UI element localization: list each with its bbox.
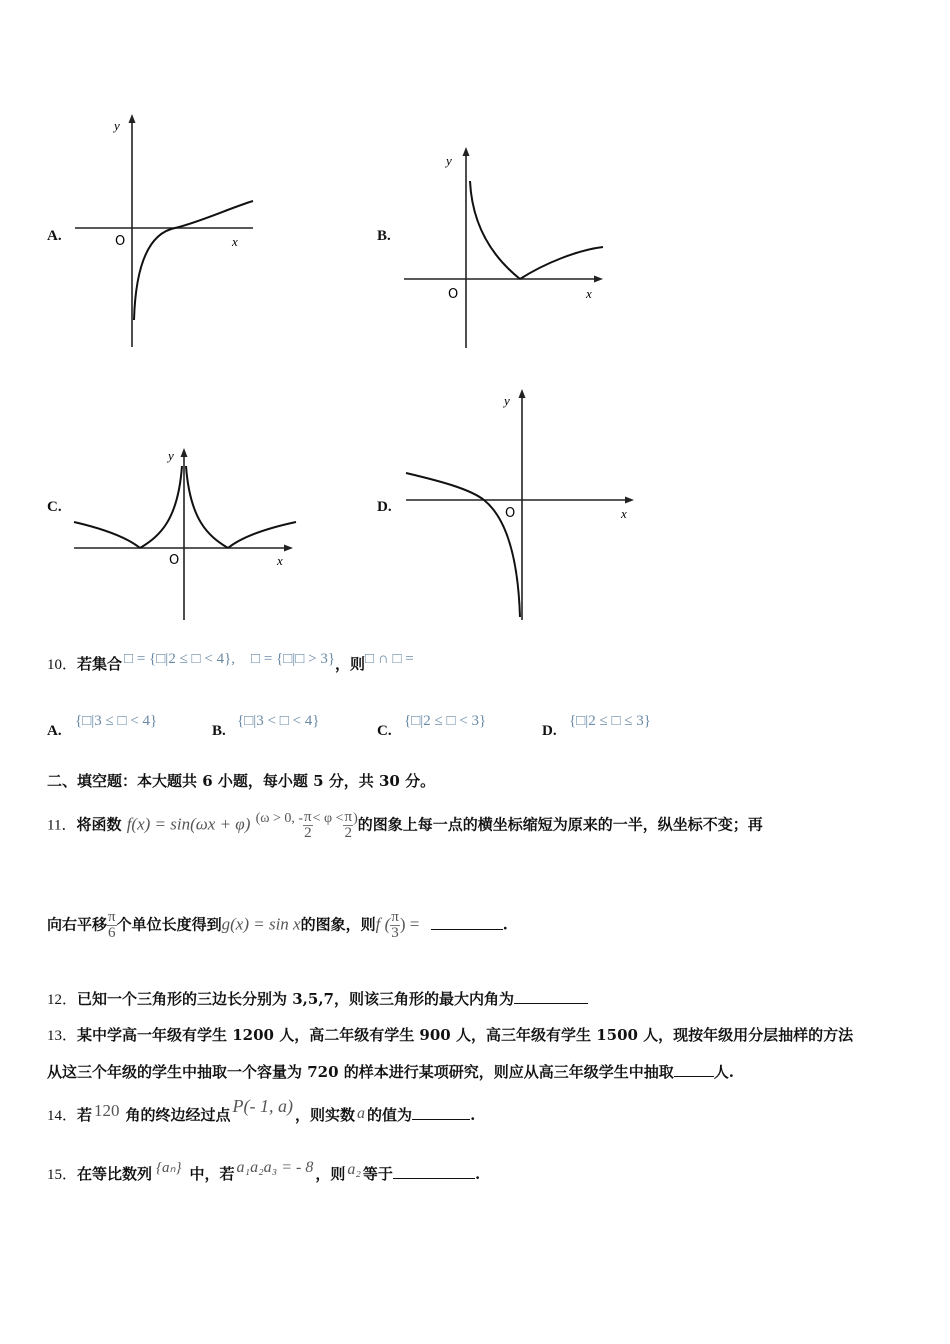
q11-pi-over-2-left: $\frac{\pi}{2}$ [304, 809, 312, 841]
q15-c: ，则 [315, 1165, 346, 1183]
q14-b: 角的终边经过点 [125, 1106, 231, 1124]
y-axis-arrow [181, 448, 188, 457]
q14-d: 的值为 [367, 1106, 413, 1124]
q11-prefix: 将函数 [76, 815, 122, 834]
origin-label: O [448, 287, 459, 302]
origin-label: O [115, 234, 126, 249]
x-axis-arrow [284, 545, 293, 552]
q10-option-d: D. [542, 723, 557, 739]
q15-a: 在等比数列 [77, 1165, 153, 1183]
curve-d [406, 473, 520, 617]
q15-answer-blank[interactable] [393, 1164, 475, 1179]
q11-end: . [502, 915, 508, 934]
curve-a [134, 201, 253, 320]
q15-sequence: {aₙ} [156, 1160, 182, 1176]
graph-d [400, 385, 645, 625]
y-label: y [446, 153, 452, 168]
x-axis-arrow [594, 276, 603, 283]
q10-option-c: C. [377, 723, 392, 739]
y-label: y [114, 118, 120, 133]
curve-c-far-left [74, 522, 140, 548]
q10-option-a: A. [47, 723, 62, 739]
q14-var: a [357, 1105, 366, 1122]
x-axis-arrow [625, 497, 634, 504]
question-number: 12． [47, 992, 78, 1008]
q11-function: f(x) = sin(ωx + φ) [126, 814, 251, 834]
q11-answer-blank[interactable] [431, 915, 503, 930]
question-13-line2 [47, 1061, 734, 1082]
curve-b-left [470, 181, 520, 279]
x-label: x [277, 553, 283, 568]
q11-text2c: 的图象，则 [300, 915, 376, 934]
q11-condition-close: ) [353, 810, 358, 826]
graph-b [400, 145, 610, 350]
y-axis-arrow [129, 114, 136, 123]
curve-c-right [186, 466, 228, 548]
q11-text2b: 个单位长度得到 [116, 915, 222, 934]
q11-pi-over-3: $\frac{\pi}{3}$ [391, 909, 399, 941]
origin-label: O [505, 506, 516, 521]
question-13-line1 [47, 1024, 853, 1045]
origin-label: O [169, 553, 180, 568]
q13-line2a: 从这三个年级的学生中抽取一个容量为 720 的样本进行某项研究，则应从高三年级学生中抽取 [47, 1063, 674, 1081]
x-label: x [621, 506, 627, 521]
x-label: x [586, 286, 592, 301]
q11-pi-over-2-right: $\frac{\pi}{2}$ [344, 809, 353, 841]
question-number: 15． [47, 1167, 78, 1183]
q11-text1: 的图象上每一点的横坐标缩短为原来的一半，纵坐标不变；再 [357, 815, 763, 834]
q13-answer-blank[interactable] [674, 1062, 714, 1077]
q15-end: . [474, 1165, 481, 1183]
question-number: 13． [47, 1028, 78, 1044]
graph-a [70, 112, 260, 352]
q10-set-b: □ = {□|□ > 3} [251, 651, 336, 667]
option-a-letter: A. [47, 228, 62, 244]
q15-d: 等于 [362, 1165, 393, 1183]
q10-expr: □ ∩ □ = [365, 651, 414, 667]
y-label: y [168, 448, 174, 463]
curve-c-left [140, 466, 182, 548]
curve-b-right [520, 247, 603, 279]
q13-line2b: 人. [713, 1063, 734, 1081]
q11-f-close: ) = [399, 914, 420, 934]
q11-text2a: 向右平移 [47, 915, 108, 934]
question-12 [47, 988, 588, 1009]
y-label: y [504, 393, 510, 408]
curve-c-far-right [228, 522, 296, 548]
q11-pi-over-6: $\frac{\pi}{6}$ [108, 909, 116, 941]
q10-option-c-value: {□|2 ≤ □ < 3} [404, 713, 487, 729]
q15-var: a₂ [347, 1161, 361, 1178]
q10-option-d-value: {□|2 ≤ □ ≤ 3} [569, 713, 651, 729]
q14-answer-blank[interactable] [412, 1105, 470, 1120]
q14-end: . [470, 1106, 476, 1124]
q14-angle: 120 [94, 1101, 120, 1120]
q10-set-a: □ = {□|2 ≤ □ < 4}, [124, 651, 236, 667]
y-axis-arrow [463, 147, 470, 156]
question-number: 10． [47, 657, 78, 673]
question-10 [47, 653, 414, 674]
question-11-line2 [47, 910, 508, 941]
question-14 [47, 1096, 476, 1125]
q11-condition-mid: < φ < [312, 810, 344, 826]
q14-point: P(- 1, a) [232, 1096, 294, 1116]
q15-b: 中，若 [189, 1165, 235, 1183]
x-label: x [232, 234, 238, 249]
option-c-letter: C. [47, 499, 62, 515]
question-number: 14． [47, 1108, 78, 1124]
y-axis-arrow [519, 389, 526, 398]
q14-a: 若 [77, 1106, 93, 1124]
q13-line1: 某中学高一年级有学生 1200 人，高二年级有学生 900 人，高三年级有学生 1500 人，现按年级用分层抽样的方法 [77, 1026, 854, 1044]
question-11-line1 [47, 810, 763, 841]
option-b-letter: B. [377, 228, 391, 244]
q11-condition-start: (ω > 0, - [255, 810, 304, 826]
question-15 [47, 1159, 481, 1184]
graph-c [70, 440, 302, 622]
q10-option-a-value: {□|3 ≤ □ < 4} [75, 713, 158, 729]
q10-then: ，则 [335, 655, 366, 673]
option-d-letter: D. [377, 499, 392, 515]
q11-f-open: f ( [375, 914, 391, 934]
section-heading: 二、填空题：本大题共 6 小题，每小题 5 分，共 30 分。 [47, 772, 436, 790]
q11-g-function: g(x) = sin x [221, 914, 301, 934]
q10-option-b-value: {□|3 < □ < 4} [237, 713, 320, 729]
q15-condition: a₁a₂a₃ = - 8 [236, 1159, 314, 1176]
q10-option-b: B. [212, 723, 226, 739]
q10-prefix: 若集合 [77, 655, 123, 673]
q14-c: ，则实数 [295, 1106, 356, 1124]
q12-text: 已知一个三角形的三边长分别为 3,5,7，则该三角形的最大内角为 [77, 990, 514, 1008]
q12-answer-blank[interactable] [514, 989, 588, 1004]
question-number: 11． [47, 817, 77, 834]
